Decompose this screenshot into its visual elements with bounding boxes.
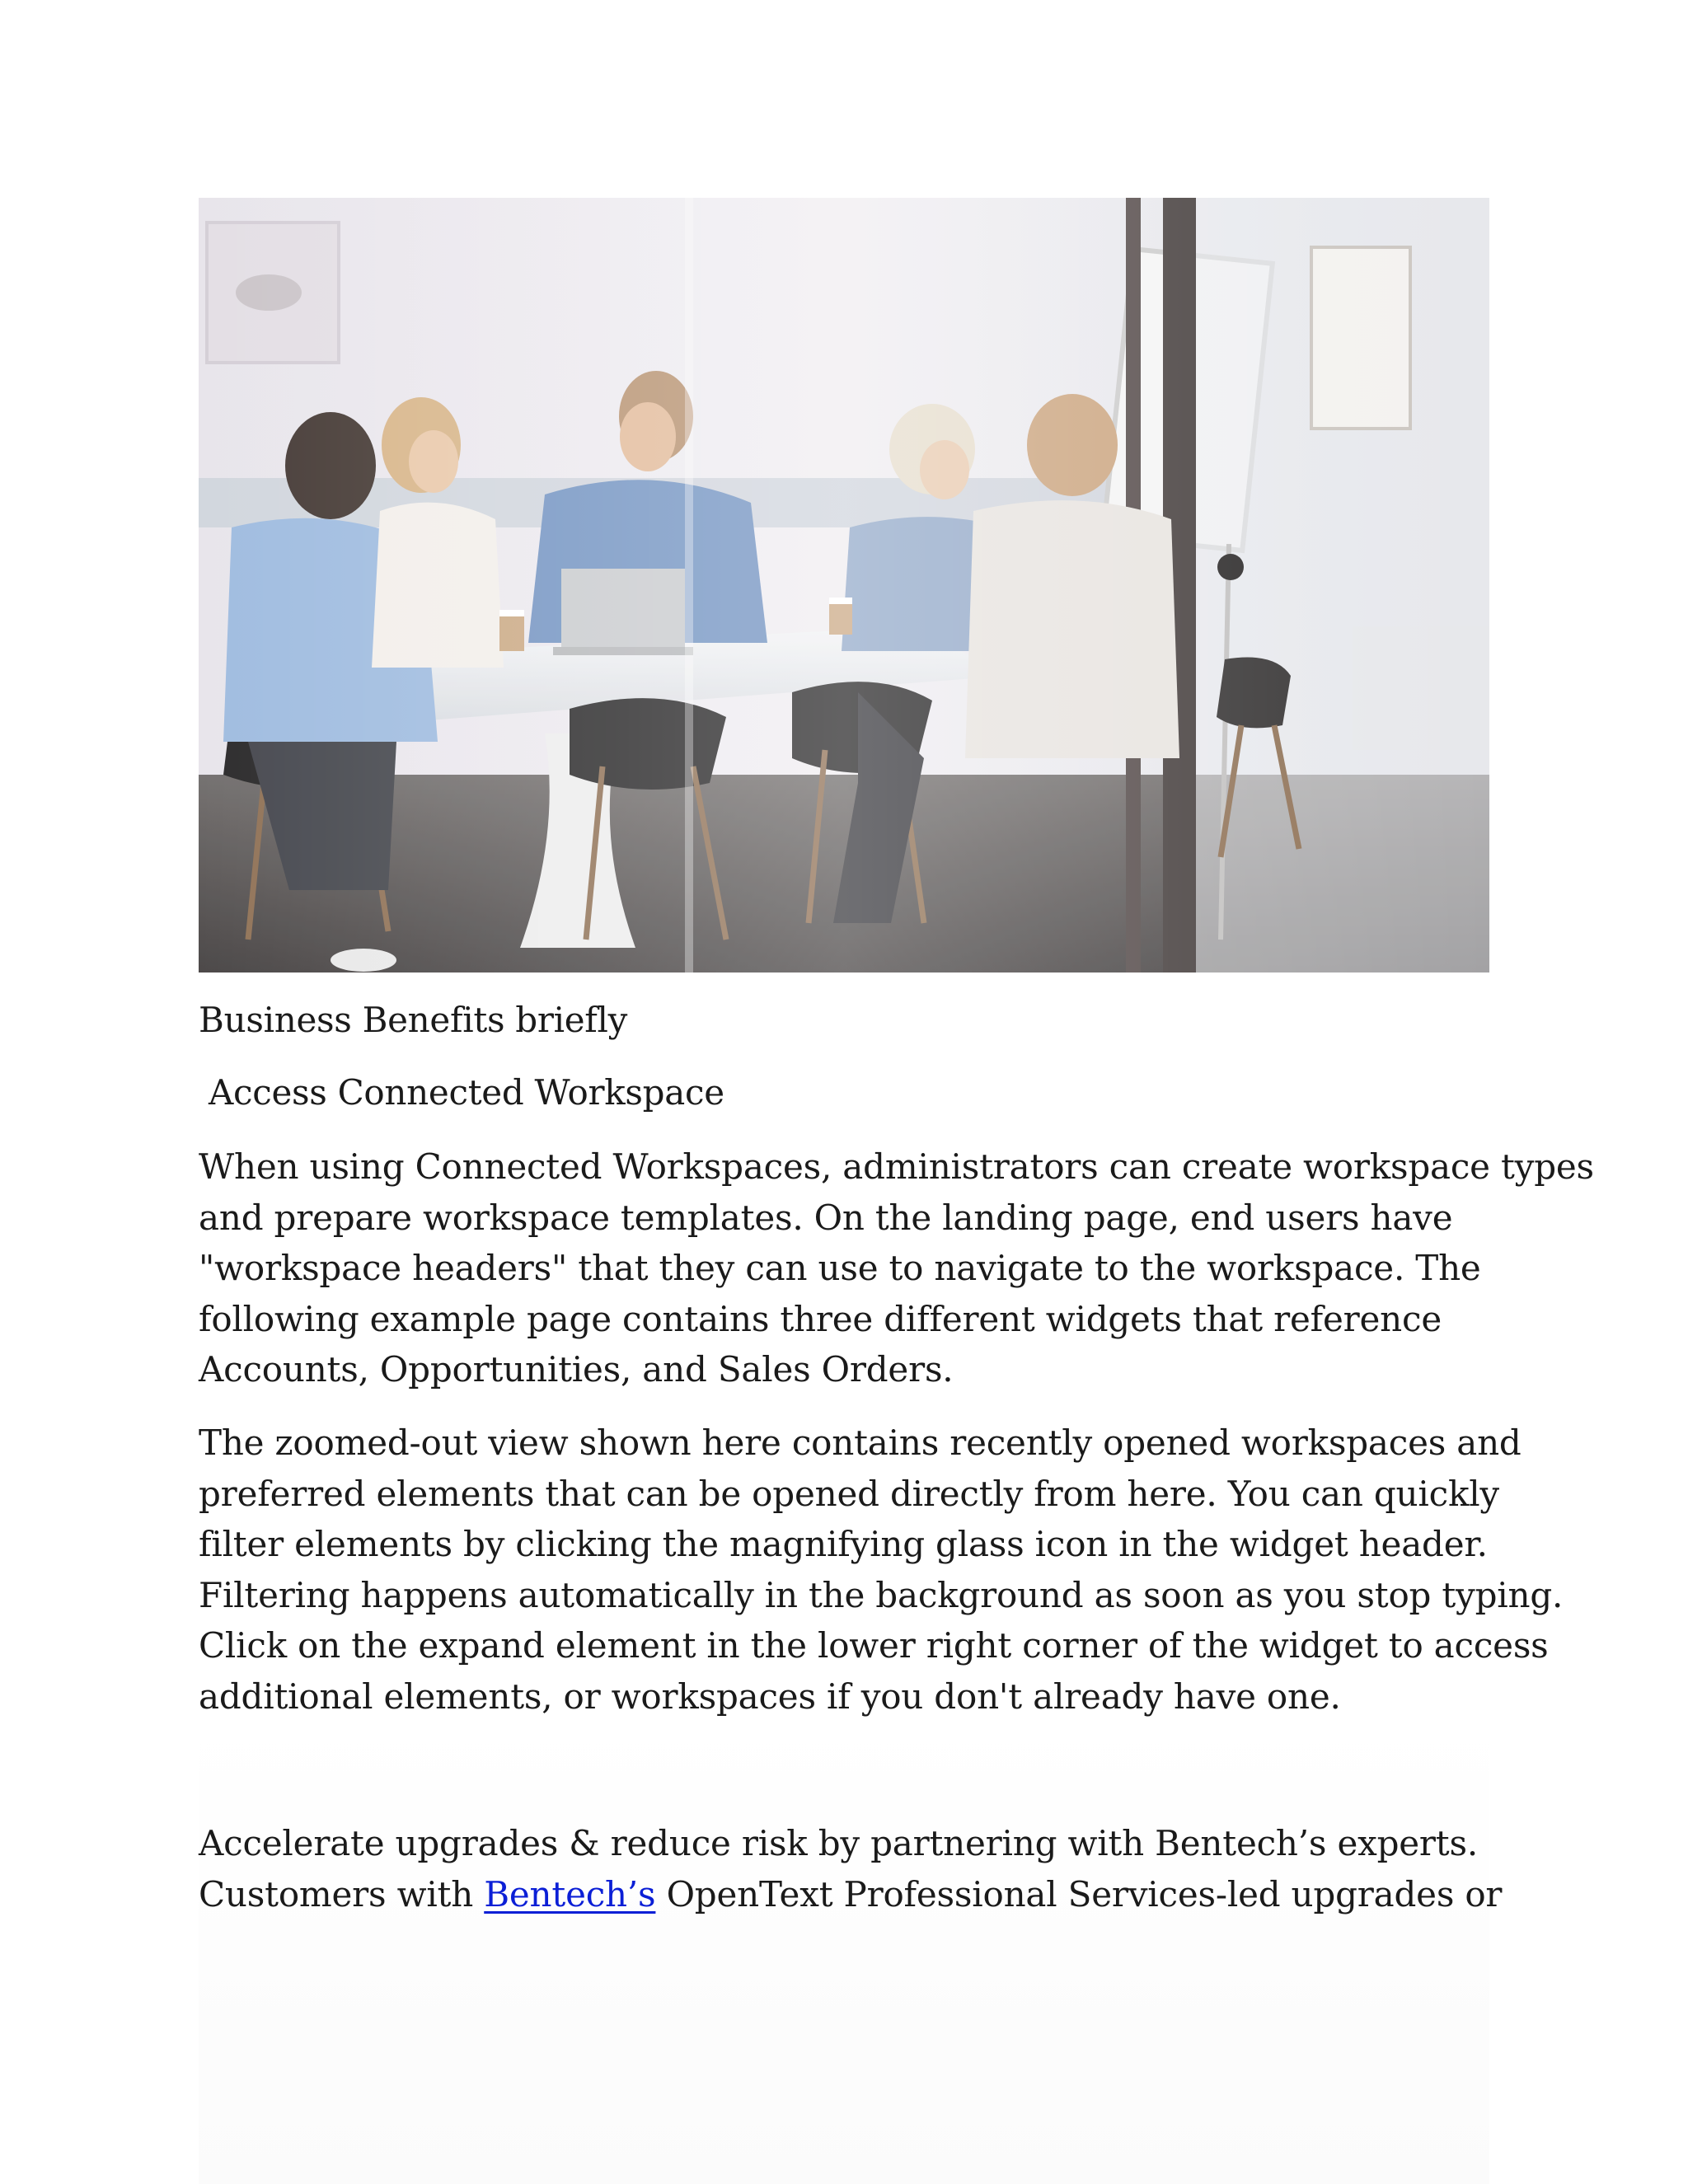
- paragraph-line: Filtering happens automatically in the background as soon as you stop typing.: [199, 1574, 1564, 1615]
- paragraph-connected-workspaces: [199, 1141, 1594, 1395]
- paragraph-text: OpenText Professional Services-led upgrades or: [655, 1873, 1503, 1915]
- meeting-photo-illustration: [199, 198, 1489, 972]
- paragraph-zoomed-out-view: [199, 1418, 1564, 1722]
- paragraph-line: The zoomed-out view shown here contains recently opened workspaces and: [199, 1422, 1522, 1463]
- paragraph-line: "workspace headers" that they can use to navigate to the workspace. The: [199, 1248, 1481, 1288]
- paragraph-line: preferred elements that can be opened directly from here. You can quickly: [199, 1473, 1499, 1514]
- paragraph-text: Customers with: [199, 1873, 485, 1915]
- paragraph-line: and prepare workspace templates. On the landing page, end users have: [199, 1197, 1453, 1238]
- background-panel: [199, 1714, 1489, 2184]
- paragraph-line: When using Connected Workspaces, administrators can create workspace types: [199, 1146, 1594, 1187]
- paragraph-line: following example page contains three different widgets that reference: [199, 1298, 1442, 1339]
- bentech-link[interactable]: Bentech’s: [484, 1873, 656, 1915]
- paragraph-line: [199, 1869, 1503, 1920]
- paragraph-accelerate-upgrades: [199, 1818, 1503, 1919]
- section-subheading: Access Connected Workspace: [209, 1072, 724, 1113]
- paragraph-line: filter elements by clicking the magnifying glass icon in the widget header.: [199, 1524, 1488, 1564]
- paragraph-line: additional elements, or workspaces if you don't already have one.: [199, 1675, 1341, 1717]
- paragraph-line: Click on the expand element in the lower right corner of the widget to access: [199, 1625, 1549, 1666]
- paragraph-line: Accelerate upgrades & reduce risk by partnering with Bentech’s experts.: [199, 1823, 1478, 1863]
- meeting-photo: [199, 198, 1489, 972]
- paragraph-line: Accounts, Opportunities, and Sales Orders.: [199, 1349, 954, 1390]
- section-heading: Business Benefits briefly: [199, 1000, 628, 1040]
